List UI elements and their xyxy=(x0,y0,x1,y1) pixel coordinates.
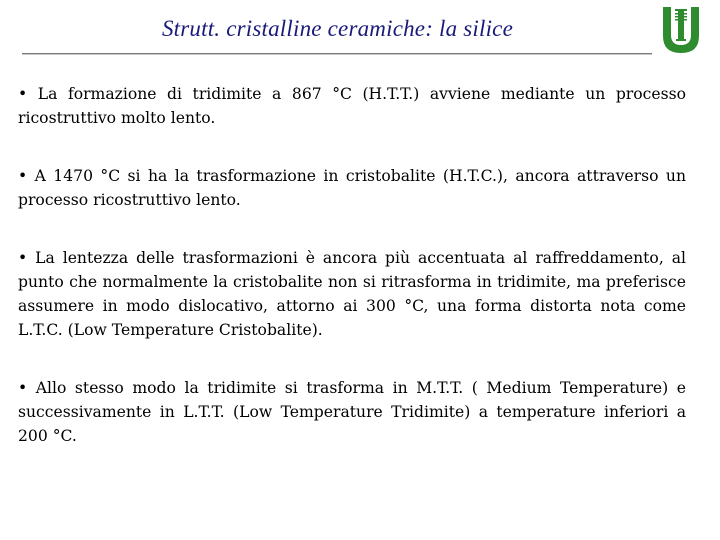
slide-title: Strutt. cristalline ceramiche: la silice xyxy=(161,16,513,41)
bullet-tridimite-low-temperature: • Allo stesso modo la tridimite si trasforma in M.T.T. ( Medium Temperature) e successivamente in L.T.T. (Low Temperature Tridimite) a temperature inferiori a 200 °C. xyxy=(18,379,686,445)
bullet-cooling-slowness: • La lentezza delle trasformazioni è ancora più accentuata al raffreddamento, al punto che normalmente la cristobalite non si ritrasforma in tridimite, ma preferisce assumere in modo dislocativo, attorno ai 300 °C, una forma distorta nota come L.T.C. (Low Temperature Cristobalite). xyxy=(18,249,686,339)
university-shield-logo-icon xyxy=(660,5,702,55)
bullet-cristobalite-transformation: • A 1470 °C si ha la trasformazione in cristobalite (H.T.C.), ancora attraverso un processo ricostruttivo lento. xyxy=(18,167,686,209)
title-divider xyxy=(22,53,652,55)
slide-content xyxy=(18,82,686,448)
bullet-tridimite-formation: • La formazione di tridimite a 867 °C (H.T.T.) avviene mediante un processo ricostruttivo molto lento. xyxy=(18,85,686,127)
